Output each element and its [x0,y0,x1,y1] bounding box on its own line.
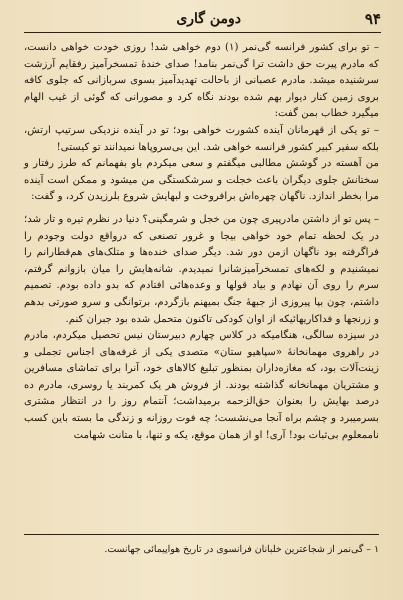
footnote: ۱ – گی‌نمر از شجاعترین خلبانان فرانسوی در تاریخ هواپیمائی جهانست. [104,544,379,555]
page-number: ۹۴ [364,10,381,28]
paragraph: – تو برای کشور فرانسه گی‌نمر (۱) دوم خواهی شد! روزی خودت خواهی دانست، که مادرم پیرت حق داشت ترا گی‌نمر بنامد! صدای خندهٔ تمسخرآمیز رفقایم آرزشت سرشنیده میشد. مادرم عصبانی از باحالت تهدیدآمیز بسوی سربازانی که جلوی کافه بروی زمین کنار دیوار بهم شده بودند نگاه کرد و مصورانی که گوئی از غیب الهام میگیرد خطاب بمن گفت: [24,42,379,120]
paragraph: – پس تو از داشتن مادرپیری چون من خجل و شرمگینی؟ دنیا در نظرم تیره و تار شد؛ در یک لحظه تمام خود خواهی بیجا و غرور تصنعی که درواقع دولت وجودم را فراگرفته بود ناگهان ازمن دور شد. دیگر صدای خنده‌ها و متلک‌های هم‌قطارانم را نمیشنیدم و لکه‌های تمسخرآمیزشانرا نمیدیدم. شانه‌هایش را میان بازوانم گرفتم، سرم را روی آن نهادم و بیاد قولها و وعده‌هائی افتادم که بدو داده بودم. تصمیم داشتم، چون بپا پیروزی از جبههٔ جنگ بمیهنم بازگردم، برتوانگی و سرو صورتی بدهم و زرنجها و فداکاریهائیکه از اوان کودکی تاکنون متحمل شده بود جبران کنم. [23,213,379,325]
paragraph: من آهسته در گوشش مطالبی میگفتم و سعی میکردم باو بفهمانم که طرز رفتار و سختانش جلوی دیگران باعث خجلت و سرشکستگی من میشود و ممکن است آینده مرا بخطر اندازد. ناگهان چهره‌اش برافروخت و لبهایش شروع بلرزیدن کرد، و گفت: [24,158,379,203]
body-text [24,40,379,444]
paragraph: در سیزده سالگی، هنگامیکه در کلاس چهارم دبیرستان نیس تحصیل میکردم، مادرم در راهروی مهمانخانهٔ «سپاهیو ستان» متصدی یکی از غرفه‌های اجناس تجملی و زینت‌آلات بود، که مغازه‌داران بمنظور تبلیغ کالاهای خود، آنرا برای تماشای مسافرین و مشتریان مهمانخانه گذاشته بودند. از فروش هر یک کمربند یا روسری، مادرم ده درصد بهایش را بعنوان حق‌الزحمه برمیداشت؛ آنتمام روز را در انتظار مشتری بسرمیبرد و چشم براه آنجا می‌نشست؛ چه فوت روزانه و زندگی ما بسته باین کسب ناممعلوم بی‌ثبات بود! آری! او از همان موقع، یکه و تنها، با متانت شهامت [24,330,379,441]
page-header [24,10,381,33]
paragraph: – تو یکی از قهرمانان آینده کشورت خواهی بود؛ تو در آینده نزدیکی سرتیپ ارتش، بلکه سفیر کبیر کشور فرانسه خواهی شد. این بی‌سروپاها نمیدانند تو کیستی! [24,124,379,153]
footnote-divider [24,534,379,535]
running-title: دومن گاری [176,11,241,27]
